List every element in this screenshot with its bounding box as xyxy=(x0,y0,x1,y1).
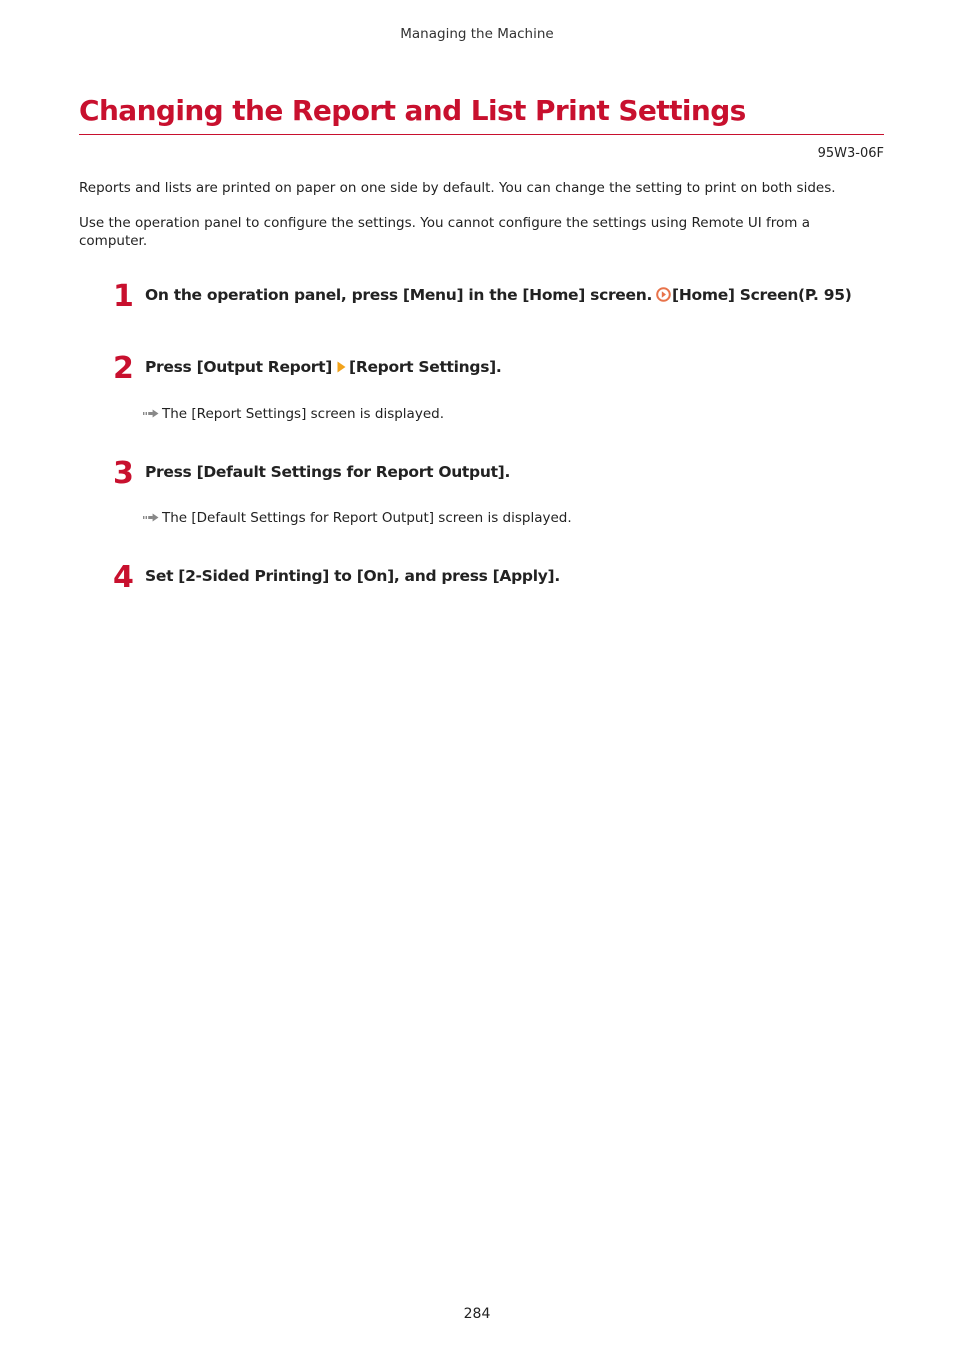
step-number: 1 xyxy=(113,279,134,314)
step-instruction-part-2: [Report Settings]. xyxy=(349,358,502,376)
intro-paragraph: Reports and lists are printed on paper on one side by default. You can change the setting to print on both sides. xyxy=(79,180,836,196)
step-2-result xyxy=(143,405,444,423)
running-header: Managing the Machine xyxy=(400,26,554,42)
step-3 xyxy=(113,457,883,491)
step-number: 3 xyxy=(113,456,134,491)
step-number: 2 xyxy=(113,351,134,386)
page-number: 284 xyxy=(463,1306,491,1322)
result-arrow-icon xyxy=(143,409,159,418)
step-number: 4 xyxy=(113,560,134,595)
title-divider xyxy=(79,134,884,135)
step-instruction: On the operation panel, press [Menu] in the [Home] screen. xyxy=(145,286,653,304)
result-text: The [Report Settings] screen is displayed. xyxy=(162,406,444,422)
step-instruction-part-1: Press [Output Report] xyxy=(145,358,333,376)
operation-panel-note: Use the operation panel to configure the settings. You cannot configure the settings using Remote UI from a computer. xyxy=(79,215,811,249)
step-text xyxy=(145,357,502,377)
step-1 xyxy=(113,280,883,314)
orange-triangle-icon xyxy=(337,361,346,373)
step-4 xyxy=(113,561,883,595)
step-2 xyxy=(113,352,883,386)
circle-arrow-icon[interactable] xyxy=(656,287,671,302)
step-text xyxy=(145,285,852,305)
page-title: Changing the Report and List Print Settings xyxy=(79,94,746,127)
result-text: The [Default Settings for Report Output] screen is displayed. xyxy=(162,510,572,526)
step-text: Press [Default Settings for Report Output]. xyxy=(145,463,511,481)
result-arrow-icon xyxy=(143,513,159,522)
step-text: Set [2-Sided Printing] to [On], and press [Apply]. xyxy=(145,567,560,585)
document-code: 95W3-06F xyxy=(817,146,884,161)
home-screen-link[interactable]: [Home] Screen(P. 95) xyxy=(672,286,852,304)
step-3-result xyxy=(143,509,572,527)
